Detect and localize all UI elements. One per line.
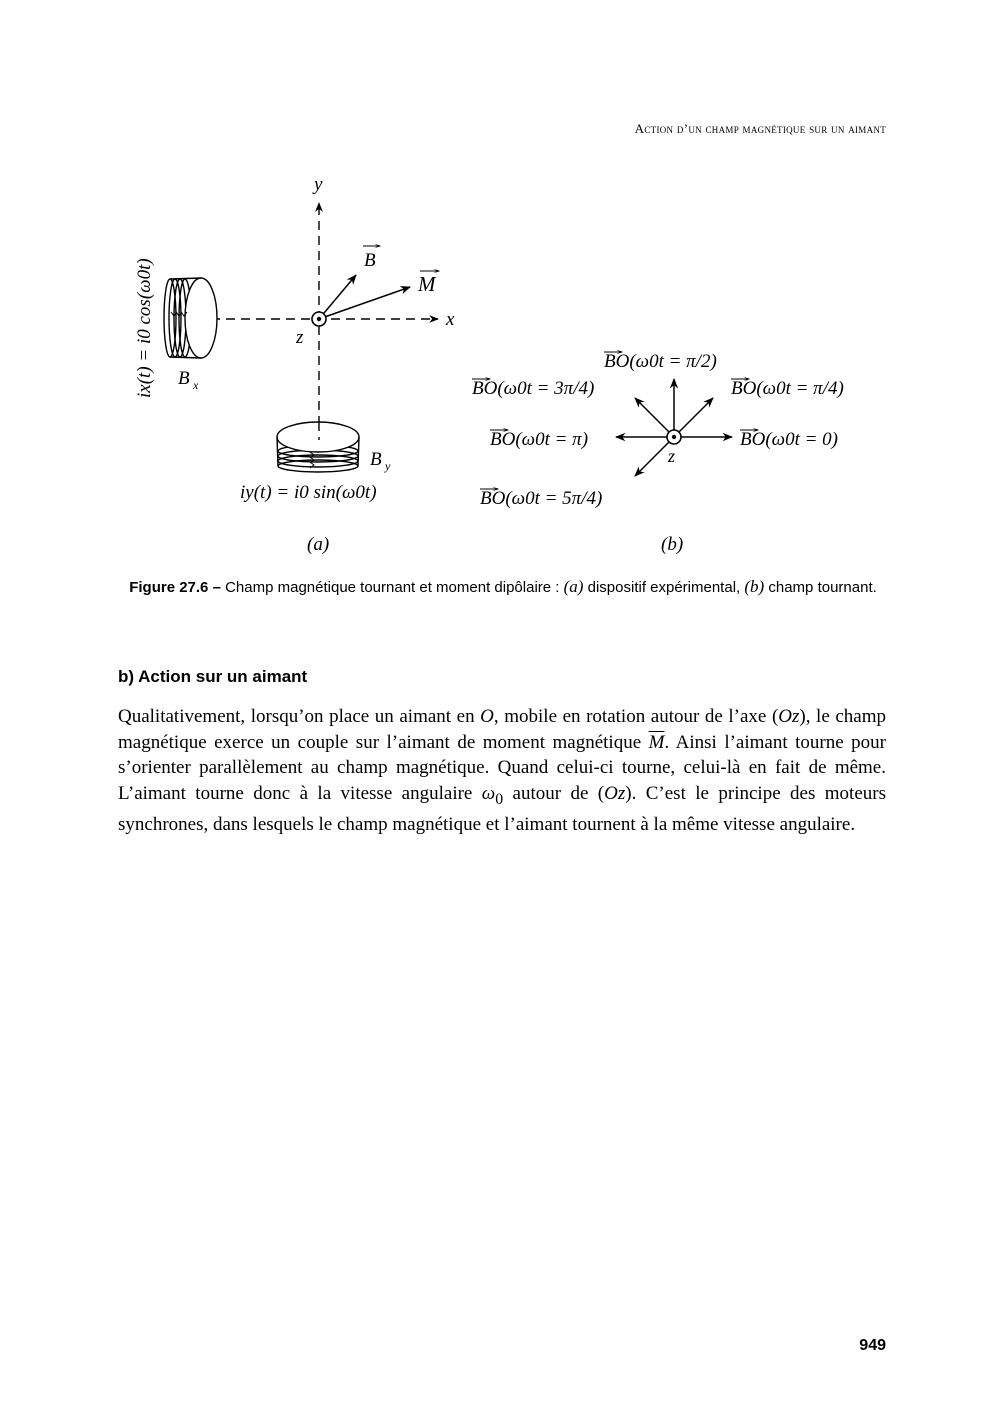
b-vector-0-label: BO(ω0t = 0): [740, 429, 838, 450]
coil-bx-sub: x: [193, 378, 199, 392]
z-axis-label: z: [296, 327, 304, 348]
x-axis-label: x: [446, 309, 455, 330]
caption-dash: –: [212, 579, 221, 596]
caption-b: (b): [744, 577, 765, 596]
b-vector-5pi4-label: BO(ω0t = 5π/4): [480, 488, 603, 509]
caption-text-2: dispositif expérimental,: [587, 579, 741, 596]
para-part-4: . Ainsi l’aimant tourne pour s’orienter parallèlement au champ magnétique. Quand celui-ci tourne, celui-là en fait de même. L’aimant tourne donc à la vitesse angulaire: [118, 731, 886, 804]
coil-by-icon: [277, 422, 359, 472]
running-head: Action d’un champ magnétique sur un aimant: [634, 121, 886, 136]
para-part-3: ), le champ magnétique exerce un couple sur l’aimant de moment magnétique: [118, 706, 886, 753]
para-M: $\overline{M}$: [648, 731, 665, 753]
coil-by-sub: y: [385, 459, 391, 473]
para-part-5: autour de (: [503, 782, 605, 804]
caption-text-3: champ tournant.: [768, 579, 877, 596]
b-vector-pi2-label: BO(ω0t = π/2): [604, 351, 717, 372]
panel-a: [134, 174, 455, 555]
para-Oz: Oz: [778, 706, 800, 727]
panel-a-label: (a): [307, 534, 330, 555]
b-vector-3pi4-label: BO(ω0t = 3π/4): [472, 378, 595, 399]
figure-27-6: [0, 0, 1004, 560]
vector-b-label: B: [364, 250, 376, 271]
coil-bx-label: B: [178, 368, 190, 389]
y-axis-label: y: [314, 174, 323, 195]
coil-by-label: B: [370, 449, 382, 470]
current-x-label: ix(t) = i0 cos(ω0t): [134, 258, 155, 398]
section-title: b) Action sur un aimant: [118, 667, 308, 686]
panel-b-z-label: z: [668, 446, 676, 466]
para-Oz-2: Oz: [604, 782, 626, 804]
para-part-1: Qualitativement, lorsqu’on place un aimant en: [118, 706, 481, 727]
b-vector-pi4-label: BO(ω0t = π/4): [731, 378, 844, 399]
page-number: 949: [859, 1337, 886, 1354]
b-vector-pi-label: BO(ω0t = π): [490, 429, 589, 450]
b-vector-3pi4-arrow: [635, 398, 674, 437]
body-paragraph: [118, 704, 886, 837]
b-vector-pi4-arrow: [674, 398, 713, 437]
current-y-label: iy(t) = i0 sin(ω0t): [240, 482, 377, 503]
coil-bx-icon: [164, 278, 217, 358]
para-omega: ω: [481, 782, 496, 804]
para-omega-sub: 0: [495, 790, 504, 808]
para-part-6: ). C’est le principe des moteurs synchrones, dans lesquels le champ magnétique et l’aimant tournent à la même vitesse angulaire.: [118, 782, 886, 835]
caption-text-1: Champ magnétique tournant et moment dipôlaire :: [225, 579, 560, 596]
figure-caption: [120, 576, 886, 599]
caption-a: (a): [563, 577, 584, 596]
vector-m-label: M: [418, 272, 436, 296]
para-O: O: [480, 706, 494, 727]
caption-label: Figure 27.6: [129, 579, 209, 596]
panel-b-label: (b): [661, 534, 684, 555]
para-part-2: , mobile en rotation autour de l’axe (: [493, 706, 779, 727]
